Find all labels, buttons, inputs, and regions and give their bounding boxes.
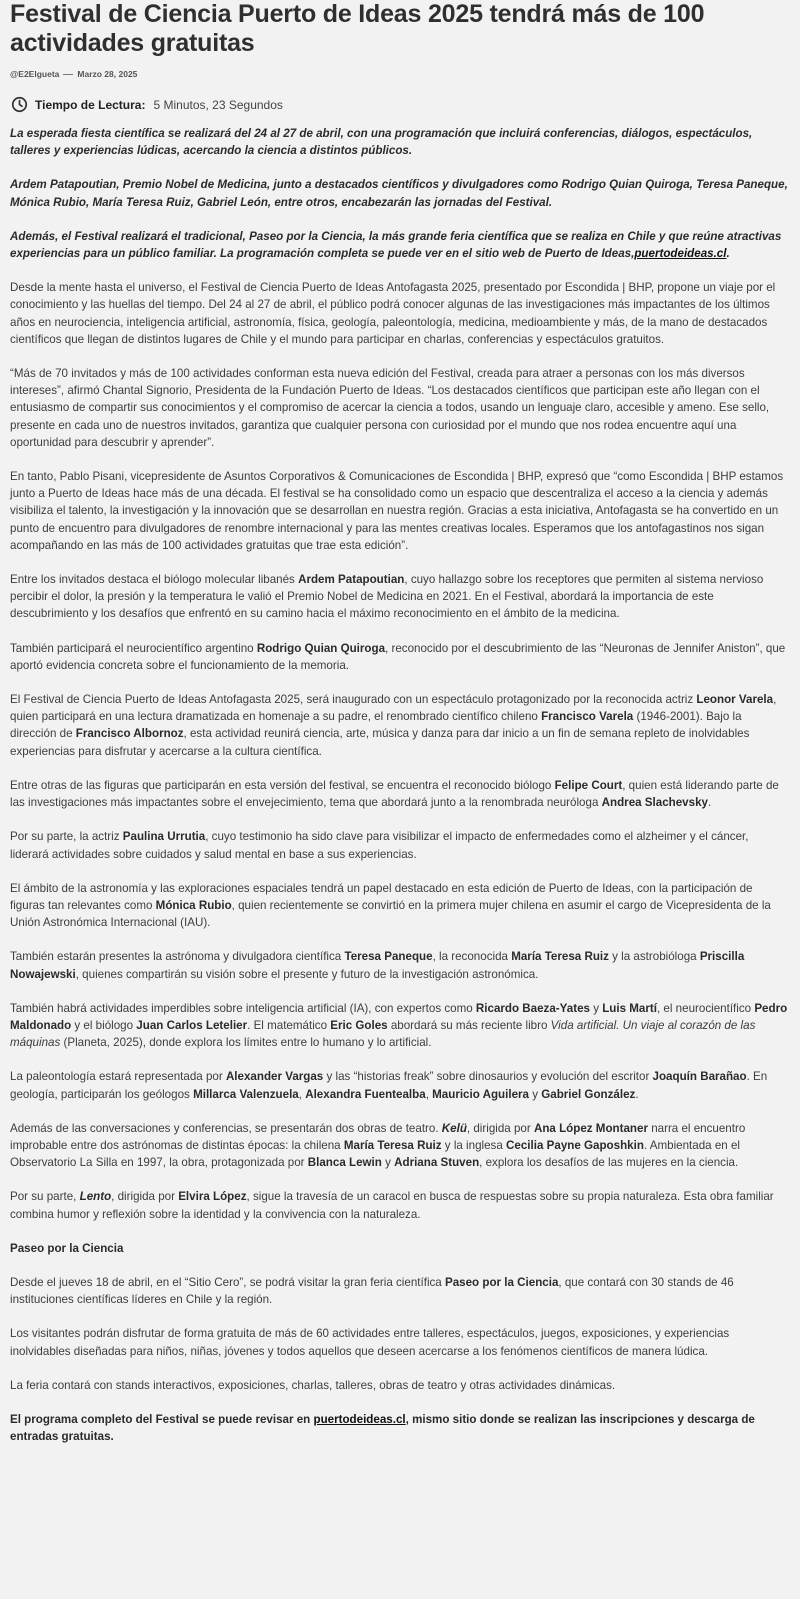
body-paragraph-8: Por su parte, la actriz Paulina Urrutia, cuyo testimonio ha sido clave para visibilizar el impacto de enfermedades como el alzheimer y el cáncer, liderará actividades sobre cuidados y salud mental en base a sus experiencias. (10, 830, 749, 861)
article-title: Festival de Ciencia Puerto de Ideas 2025 tendrá más de 100 actividades gratuitas (10, 0, 705, 57)
body-paragraph-2: “Más de 70 invitados y más de 100 actividades conforman esta nueva edición del Festival, creada para atraer a personas con los más diversos intereses”, afirmó Chantal Signorio, Presidenta de la Fundación Puerto de Ideas. “Los destacados científicos que participan este año llegan con el entusiasmo de compartir sus conocimientos y el compromiso de acercar la ciencia a todos, usando un lenguaje claro, accesible y ameno. Ese sello, presente en cada uno de nuestros invitados, garantiza que cualquier persona con curiosidad por el mundo que nos rodea encuentre aquí una oportunidad para descubrir y aprender”. (10, 367, 770, 449)
body-paragraph-12: La paleontología estará representada por Alexander Vargas y las “historias freak” sobre dinosaurios y evolución del escritor Joaquín Barañao. En geología, participarán los geólogos Millarca Valenzuela, Alexandra Fuentealba, Mauricio Aguilera y Gabriel González. (10, 1070, 768, 1101)
body-paragraph-6: El Festival de Ciencia Puerto de Ideas Antofagasta 2025, será inaugurado con un espectáculo protagonizado por la reconocida actriz Leonor Varela, quien participará en una lectura dramatizada en homenaje a su padre, el renombrado científico chileno Francisco Varela (1946-2001). Bajo la dirección de Francisco Albornoz, esta actividad reunirá ciencia, arte, música y danza para dar inicio a un fin de semana repleto de inolvidables experiencias para disfrutar y acercarse a la cultura científica. (10, 693, 777, 758)
body-paragraph-16: Los visitantes podrán disfrutar de forma gratuita de más de 60 actividades entre talleres, espectáculos, juegos, exposiciones, y experiencias inolvidables diseñadas para niños, niñas, jóvenes y todos aquellos que deseen acercarse a los fenómenos científicos de manera lúdica. (10, 1327, 730, 1358)
lead-paragraph-1: La esperada fiesta científica se realizará del 24 al 27 de abril, con una programación que incluirá conferencias, diálogos, espectáculos, talleres y experiencias lúdicas, acercando la ciencia a distintos públicos. (10, 127, 753, 158)
body-paragraph-3: En tanto, Pablo Pisani, vicepresidente de Asuntos Corporativos & Comunicaciones de Escondida | BHP, expresó que “como Escondida | BHP estamos junto a Puerto de Ideas hace más de una década. El festival se ha consolidado como un espacio que descentraliza el acceso a la ciencia y además visibiliza el talento, la investigación y la innovación que se desarrollan en nuestra región. Gracias a esta iniciativa, Antofagasta se ha convertido en un punto de encuentro para divulgadores de renombre internacional y para las mentes creativas locales. Esperamos que los antofagastinos nos sigan acompañando en las más de 100 actividades gratuitas que trae esta edición”. (10, 470, 784, 552)
body-paragraph-14: Por su parte, Lento, dirigida por Elvira López, sigue la travesía de un caracol en busca de respuestas sobre su propia naturaleza. Esta obra familiar combina humor y reflexión sobre la identidad y la convivencia con la naturaleza. (10, 1190, 774, 1221)
section-heading: Paseo por la Ciencia (10, 1241, 124, 1255)
meta-separator (63, 74, 73, 75)
body-paragraph-9: El ámbito de la astronomía y las exploraciones espaciales tendrá un papel destacado en esta edición de Puerto de Ideas, con la participación de figuras tan relevantes como Mónica Rubio, quien recientemente se convirtió en la primera mujer chilena en asumir el cargo de Vicepresidenta de la Unión Astronómica Internacional (IAU). (10, 881, 771, 930)
website-link[interactable]: puertodeideas.cl (634, 247, 727, 261)
body-paragraph-15: Desde el jueves 18 de abril, en el “Sitio Cero”, se podrá visitar la gran feria científica Paseo por la Ciencia, que contará con 30 stands de 46 instituciones científicas líderes en Chile y la región. (10, 1275, 734, 1307)
body-paragraph-11: También habrá actividades imperdibles sobre inteligencia artificial (IA), con expertos como Ricardo Baeza-Yates y Luis Martí, el neurocientífico Pedro Maldonado y el biólogo Juan Carlos Letelier. El matemático Eric Goles abordará su más reciente libro Vida artificial. Un viaje al corazón de las máquinas (Planeta, 2025), donde explora los límites entre lo humano y lo artificial. (10, 1001, 788, 1050)
body-paragraph-4: Entre los invitados destaca el biólogo molecular libanés Ardem Patapoutian, cuyo hallazgo sobre los receptores que permiten al sistema nervioso percibir el dolor, la presión y la temperatura le valió el Premio Nobel de Medicina en 2021. En el Festival, abordará la importancia de este descubrimiento y los desafíos que enfrentó en su camino hacia el máximo reconocimiento en el ámbito de la medicina. (10, 573, 764, 621)
reading-time (10, 96, 790, 113)
publish-date: Marzo 28, 2025 (77, 69, 138, 79)
final-paragraph: El programa completo del Festival se puede revisar en puertodeideas.cl, mismo sitio donde se realizan las inscripciones y descarga de entradas gratuitas. (10, 1412, 755, 1444)
body-paragraph-5: También participará el neurocientífico argentino Rodrigo Quian Quiroga, reconocido por el descubrimiento de las “Neuronas de Jennifer Aniston”, que aportó evidencia concreta sobre el funcionamiento de la memoria. (10, 641, 786, 672)
clock-icon (11, 96, 28, 113)
author-link[interactable]: @E2Elgueta (10, 69, 60, 79)
reading-time-label: Tiempo de Lectura: (35, 97, 146, 112)
body-paragraph-10: También estarán presentes la astrónoma y divulgadora científica Teresa Paneque, la reconocida María Teresa Ruiz y la astrobióloga Priscilla Nowajewski, quienes compartirán su visión sobre el presente y futuro de la investigación astronómica. (10, 950, 745, 981)
lead3-end: . (726, 247, 730, 261)
article-meta (10, 68, 790, 80)
reading-time-value: 5 Minutos, 23 Segundos (153, 97, 283, 112)
lead3-text: Además, el Festival realizará el tradicional, Paseo por la Ciencia, la más grande feria científica que se realiza en Chile y que reúne atractivas experiencias para un público familiar. La programación completa se puede ver en el sitio web de Puerto de Ideas, (10, 229, 782, 261)
lead-paragraph-3 (10, 228, 790, 262)
body-paragraph-1: Desde la mente hasta el universo, el Festival de Ciencia Puerto de Ideas Antofagasta 2025, presentado por Escondida | BHP, propone un viaje por el conocimiento y las huellas del tiempo. Del 24 al 27 de abril, el público podrá conocer algunas de las investigaciones más impactantes de los últimos años en neurociencia, inteligencia artificial, astronomía, física, geología, paleontología, medicina, medioambiente y más, de la mano de destacados científicos que llegan de distintos lugares de Chile y el mundo para participar en charlas, conferencias y espectáculos gratuitos. (10, 281, 776, 346)
body-paragraph-13: Además de las conversaciones y conferencias, se presentarán dos obras de teatro. Kelü, dirigida por Ana López Montaner narra el encuentro improbable entre dos astrónomas de distintas épocas: la chilena María Teresa Ruiz y la inglesa Cecilia Payne Gaposhkin. Ambientada en el Observatorio La Silla en 1997, la obra, protagonizada por Blanca Lewin y Adriana Stuven, explora los desafíos de las mujeres en la ciencia. (10, 1121, 746, 1170)
lead-paragraph-2: Ardem Patapoutian, Premio Nobel de Medicina, junto a destacados científicos y divulgadores como Rodrigo Quian Quiroga, Teresa Paneque, Mónica Rubio, María Teresa Ruiz, Gabriel León, entre otros, encabezarán las jornadas del Festival. (10, 178, 788, 209)
body-paragraph-17: La feria contará con stands interactivos, exposiciones, charlas, talleres, obras de teatro y otras actividades dinámicas. (10, 1378, 616, 1392)
body-paragraph-7: Entre otras de las figuras que participarán en esta versión del festival, se encuentra el reconocido biólogo Felipe Court, quien está liderando parte de las investigaciones más impactantes sobre el envejecimiento, tema que abordará junto a la renombrada neuróloga Andrea Slachevsky. (10, 778, 779, 810)
program-link[interactable]: puertodeideas.cl (313, 1412, 406, 1426)
